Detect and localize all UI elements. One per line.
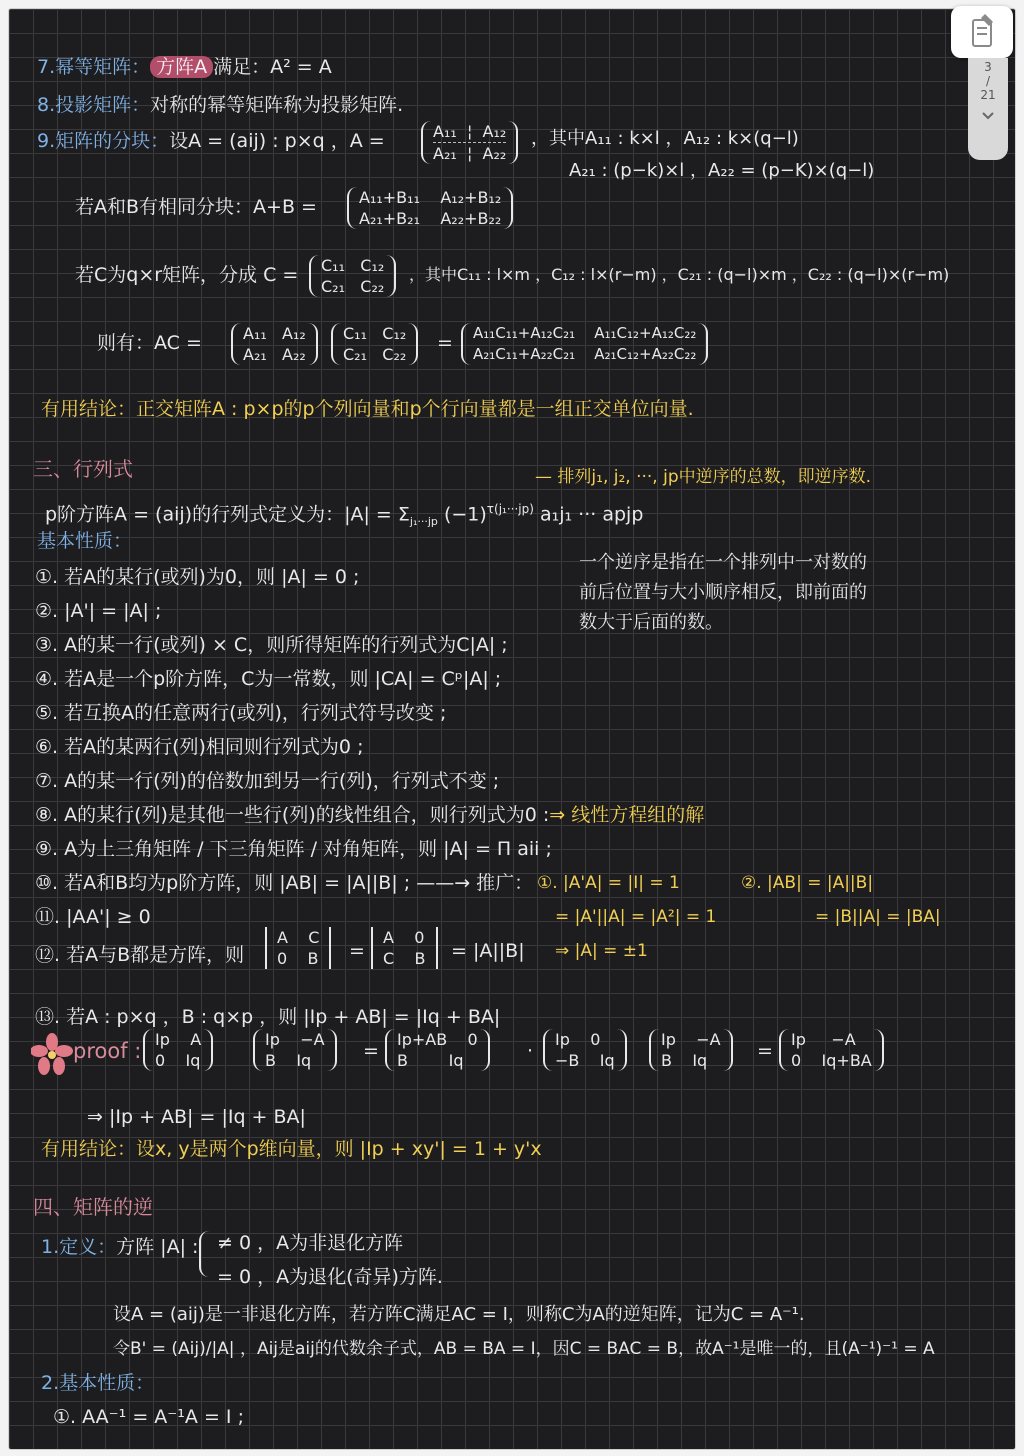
property-8-note: ⇒ 线性方程组的解 — [549, 804, 705, 826]
property-2: ②. |A'| = |A| ; — [35, 600, 162, 622]
pf5-c: B — [661, 1051, 672, 1070]
partition-where: ，其中A₁₁ : k×l ，A₁₂ : k×(q−l) — [531, 128, 799, 149]
section-inverse-title: 四、矩阵的逆 — [33, 1195, 153, 1219]
det1-a: A — [277, 928, 288, 947]
ac-a-matrix — [231, 323, 318, 365]
inversion-box-line2: 前后位置与大小顺序相反，即前面的 — [579, 582, 867, 603]
section-determinant-title: 三、行列式 — [33, 457, 133, 481]
ac-a21: A₂₁ — [243, 345, 267, 364]
sum-22: A₂₂+B₂₂ — [440, 209, 502, 228]
ac-c11: C₁₁ — [343, 324, 367, 343]
flower-doodle-icon — [31, 1033, 73, 1075]
page-separator: / — [985, 74, 991, 88]
pf6-c: 0 — [791, 1051, 802, 1070]
proof-matrix-6 — [779, 1029, 884, 1071]
corollary-2: ②. |AB| = |A||B| — [741, 873, 874, 893]
pf4-d: Iq — [599, 1051, 615, 1070]
notes-tool-button[interactable] — [951, 6, 1013, 58]
ac-equals: = — [437, 332, 453, 354]
projection-text: 对称的幂等矩阵称为投影矩阵. — [150, 94, 404, 116]
determinant-definition — [45, 497, 643, 534]
c-11: C₁₁ — [321, 256, 345, 275]
property-9: ⑨. A为上三角矩阵 / 下三角矩阵 / 对角矩阵，则 |A| = Π aii ; — [35, 838, 552, 860]
pf1-a: Ip — [155, 1030, 170, 1049]
pf5-a: Ip — [661, 1030, 676, 1049]
pf4-c: −B — [555, 1051, 580, 1070]
property-7: ⑦. A的某一行(列)的倍数加到另一行(列)，行列式不变 ; — [35, 770, 500, 792]
def-sum-index: j₁···jp — [409, 515, 438, 529]
highlight-square-matrix: 方阵A — [150, 56, 213, 78]
proof-label: proof : — [73, 1039, 142, 1063]
ac-c12: C₁₂ — [382, 324, 407, 343]
ac-c21: C₂₁ — [343, 345, 367, 364]
pf4-a: Ip — [555, 1030, 570, 1049]
inverse-def-line3: 令B' = (Aij)/|A| ，Aij是aij的代数余子式，AB = BA = I，因C = BAC = B，故A⁻¹是唯一的，且(A⁻¹)⁻¹ = A — [113, 1339, 935, 1359]
property-4: ④. 若A是一个p阶方阵，C为一常数，则 |CA| = Cᵖ|A| ; — [35, 668, 502, 690]
property-12: ⑫. 若A与B都是方阵，则 — [35, 944, 245, 966]
proof-matrix-1 — [143, 1029, 213, 1071]
note-page — [8, 8, 1016, 1450]
item-projection — [37, 93, 403, 117]
pf2-b: −A — [300, 1030, 325, 1049]
def-exponent: τ(j₁···jp) — [486, 502, 534, 516]
proof-result: ⇒ |Ip + AB| = |Iq + BA| — [87, 1106, 306, 1128]
pf3-d: Iq — [448, 1051, 464, 1070]
m-a22: A₂₂ — [482, 144, 507, 163]
property-6: ⑥. 若A的某两行(列)相同则行列式为0 ; — [35, 736, 364, 758]
ac-product-label: 则有：AC = — [97, 332, 202, 354]
m-a12: A₁₂ — [482, 122, 507, 141]
proof-dot: · — [527, 1040, 534, 1062]
def-sum: Σ — [397, 503, 410, 526]
page-current: 3 — [984, 60, 992, 74]
corollary-1-cont: = |A'||A| = |A²| = 1 — [555, 907, 717, 927]
def-product: a₁j₁ ··· apjp — [539, 503, 644, 526]
pf1-d: Iq — [185, 1051, 201, 1070]
page-total: 21 — [980, 88, 996, 102]
pf2-a: Ip — [265, 1030, 280, 1049]
sum-12: A₁₂+B₁₂ — [440, 188, 502, 207]
det2-c: C — [383, 949, 395, 968]
idempotent-text: 满足：A² = A — [213, 56, 332, 78]
item-partition — [37, 129, 385, 153]
inverse-def-line2: 设A = (aij)是一非退化方阵，若方阵C满足AC = I，则称C为A的逆矩阵，记为C = A⁻¹. — [113, 1304, 805, 1325]
ac-a22: A₂₂ — [282, 345, 306, 364]
property-1: ①. 若A的某行(或列)为0，则 |A| = 0 ; — [35, 566, 360, 588]
inverse-def-text: 方阵 |A| : — [116, 1236, 199, 1258]
item-idempotent — [37, 55, 332, 79]
sum-11: A₁₁+B₁₁ — [359, 188, 420, 207]
c-22: C₂₂ — [360, 277, 385, 296]
ac-a12: A₁₂ — [282, 324, 306, 343]
det1-b: B — [307, 949, 319, 968]
page-indicator[interactable] — [968, 58, 1008, 160]
chevron-down-icon[interactable] — [980, 110, 996, 122]
property-12-note: ⇒ |A| = ±1 — [555, 941, 648, 961]
inverse-property-1: ①. AA⁻¹ = A⁻¹A = I ; — [53, 1406, 244, 1428]
proof-equals-2: = — [757, 1040, 773, 1062]
m-a21: A₂₁ — [433, 144, 457, 163]
property-12-det2 — [371, 927, 438, 969]
corollary-1: ①. |A'A| = |I| = 1 — [537, 873, 680, 893]
def-text: p阶方阵A = (aij)的行列式定义为：|A| = — [45, 503, 392, 526]
c-partition-where: ，其中C₁₁ : l×m ，C₁₂ : l×(r−m) ，C₂₁ : (q−l)×m ，C₂₂ : (q−l)×(r−m) — [409, 265, 950, 284]
pf5-b: −A — [696, 1030, 721, 1049]
det1-c: C — [308, 928, 320, 947]
pf6-a: Ip — [791, 1030, 806, 1049]
inverse-basic-title: 2.基本性质： — [41, 1372, 155, 1394]
proof-matrix-4 — [543, 1029, 627, 1071]
inversion-box-line3: 数大于后面的数。 — [579, 612, 723, 633]
same-partition-text: 若A和B有相同分块：A+B = — [75, 196, 317, 218]
proof-equals-1: = — [363, 1040, 379, 1062]
det2-a: A — [383, 928, 394, 947]
c-12: C₁₂ — [360, 256, 385, 275]
det1-0: 0 — [277, 949, 288, 968]
property-8 — [35, 803, 704, 827]
pf5-d: Iq — [692, 1051, 708, 1070]
corollary-2-cont: = |B||A| = |BA| — [815, 907, 941, 927]
partition-text: 设A = (aij) : p×q ，A = — [169, 130, 385, 152]
partition-where-2: A₂₁ : (p−k)×l ，A₂₂ = (p−K)×(q−l) — [569, 160, 875, 181]
ac-r21: A₂₁C₁₁+A₂₂C₂₁ — [473, 345, 576, 363]
proof-matrix-2 — [253, 1029, 337, 1071]
property-8-text: ⑧. A的某行(列)是其他一些行(列)的线性组合，则行列式为0 : — [35, 804, 550, 826]
ac-r11: A₁₁C₁₁+A₁₂C₂₁ — [473, 324, 576, 342]
property-11: ⑪. |AA'| ≥ 0 — [35, 906, 151, 928]
property-13: ⑬. 若A : p×q ，B : q×p ，则 |Ip + AB| = |Iq + BA| — [35, 1006, 501, 1028]
inverse-case-singular: = 0 ，A为退化(奇异)方阵. — [217, 1266, 443, 1288]
c-21: C₂₁ — [321, 277, 345, 296]
inverse-def-label: 1.定义： — [41, 1236, 117, 1258]
ac-r12: A₁₁C₁₂+A₁₂C₂₂ — [594, 324, 697, 342]
pf6-b: −A — [831, 1030, 856, 1049]
property-10-arrow: ——→ 推广： — [416, 872, 534, 894]
property-5: ⑤. 若互换A的任意两行(或列)，行列式符号改变 ; — [35, 702, 447, 724]
c-matrix — [309, 255, 396, 297]
property-10 — [35, 871, 533, 895]
inverse-definition — [41, 1235, 198, 1259]
det2-b: B — [414, 949, 426, 968]
basic-properties-title: 基本性质： — [37, 530, 133, 552]
ac-c-matrix — [331, 323, 418, 365]
notes-edit-icon — [951, 6, 1013, 58]
useful-rank-one: 有用结论：设x, y是两个p维向量，则 |Ip + xy'| = 1 + y'x — [41, 1138, 542, 1160]
pf3-c: B — [397, 1051, 408, 1070]
pf6-d: Iq+BA — [821, 1051, 872, 1070]
property-10-text: ⑩. 若A和B均为p阶方阵，则 |AB| = |A||B| ; — [35, 872, 411, 894]
property-12-result: = |A||B| — [451, 940, 525, 962]
partition-label: 9.矩阵的分块： — [37, 130, 170, 152]
inversion-note: — 排列j₁, j₂, ···, jp中逆序的总数，即逆序数. — [535, 467, 872, 487]
proof-matrix-3 — [385, 1029, 490, 1071]
inverse-brace — [199, 1231, 213, 1277]
pf4-b: 0 — [590, 1030, 601, 1049]
property-12-equals: = — [349, 940, 365, 962]
partition-matrix: A₁₁ ¦ A₁₂ A₂₁ ¦ A₂₂ — [421, 121, 518, 164]
ac-r22: A₂₁C₁₂+A₂₂C₂₂ — [594, 345, 697, 363]
property-3: ③. A的某一行(或列) × C，则所得矩阵的行列式为C|A| ; — [35, 634, 508, 656]
sum-21: A₂₁+B₂₁ — [359, 209, 420, 228]
det2-0: 0 — [414, 928, 425, 947]
pf3-b: 0 — [467, 1030, 478, 1049]
inverse-case-nonsingular: ≠ 0 ，A为非退化方阵 — [217, 1232, 404, 1254]
sum-matrix — [347, 187, 513, 229]
ac-result-matrix — [461, 323, 708, 365]
ac-a11: A₁₁ — [243, 324, 267, 343]
inversion-box-line1: 一个逆序是指在一个排列中一对数的 — [579, 552, 867, 573]
property-12-det1 — [265, 927, 331, 969]
pf3-a: Ip+AB — [397, 1030, 448, 1049]
pf2-d: Iq — [296, 1051, 312, 1070]
proof-matrix-5 — [649, 1029, 733, 1071]
pf1-c: 0 — [155, 1051, 166, 1070]
c-partition-text: 若C为q×r矩阵，分成 C = — [75, 264, 299, 286]
ac-c22: C₂₂ — [382, 345, 407, 364]
useful-orthogonal: 有用结论：正交矩阵A : p×p的p个列向量和p个行向量都是一组正交单位向量. — [41, 398, 694, 420]
m-a11: A₁₁ — [433, 122, 457, 141]
projection-label: 8.投影矩阵： — [37, 94, 151, 116]
pf2-c: B — [265, 1051, 276, 1070]
pf1-b: A — [190, 1030, 202, 1049]
def-sign: (−1) — [443, 503, 487, 526]
idempotent-label: 7.幂等矩阵： — [37, 56, 151, 78]
